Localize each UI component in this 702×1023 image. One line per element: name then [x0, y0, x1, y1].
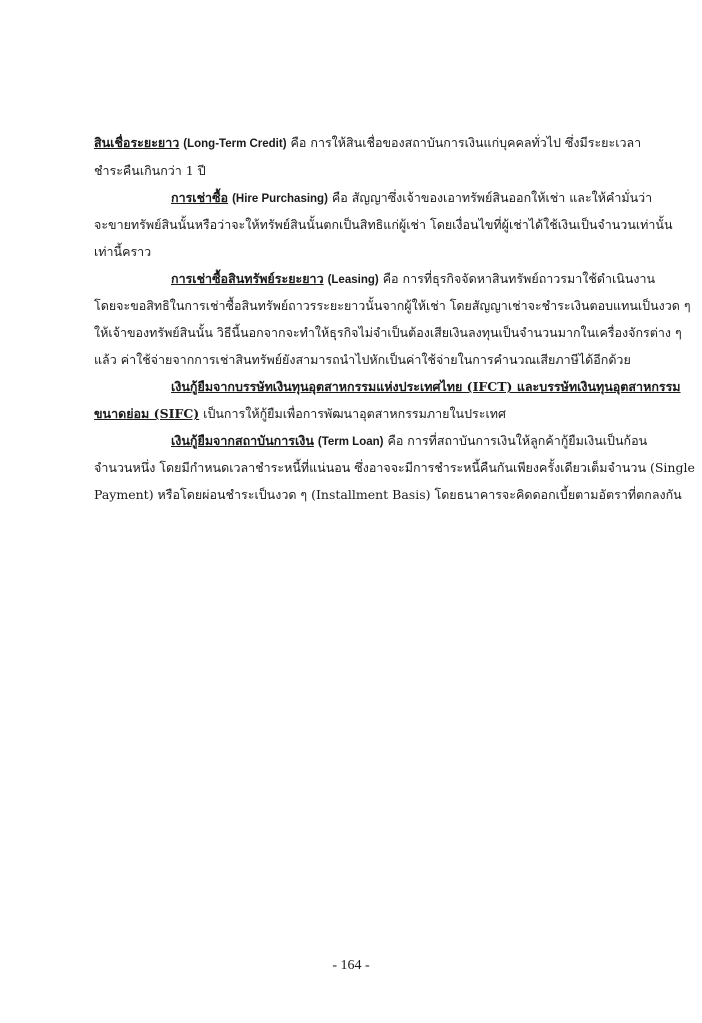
definition-text: คือ การให้สินเชื่อของสถาบันการเงินแก่บุคคลทั่วไป ซึ่งมีระยะเวลา — [290, 135, 642, 150]
paragraph-long-term-credit-line-1 — [94, 134, 642, 153]
paragraph-long-term-credit-line-2: ชำระคืนเกินกว่า 1 ปี — [94, 163, 206, 178]
definition-text: คือ การที่สถาบันการเงินให้ลูกค้ากู้ยืมเงินเป็นก้อน — [387, 433, 648, 448]
term-hire-purchasing: การเช่าซื้อ — [171, 190, 229, 205]
term-english-term-loan: (Term Loan) — [317, 436, 384, 448]
definition-text: คือ การที่ธุรกิจจัดหาสินทรัพย์ถาวรมาใช้ดำเนินงาน — [382, 271, 656, 286]
paragraph-hire-purchasing-line-2: จะขายทรัพย์สินนั้นหรือว่าจะให้ทรัพย์สินนั้นตกเป็นสิทธิแก่ผู้เช่า โดยเงื่อนไขที่ผู้เช่าได้ใช้เงินเป็นจำนวนเท่านั้น — [94, 217, 673, 232]
definition-text: เป็นการให้กู้ยืมเพื่อการพัฒนาอุตสาหกรรมภายในประเทศ — [203, 406, 506, 421]
term-ifct: เงินกู้ยืมจากบรรษัทเงินทุนอุตสาหกรรมแห่งประเทศไทย (IFCT) และบรรษัทเงินทุนอุตสาหกรรม — [171, 379, 681, 394]
term-sifc: ขนาดย่อม (SIFC) — [94, 406, 200, 421]
paragraph-ifct-line-1 — [171, 378, 681, 396]
term-leasing: การเช่าซื้อสินทรัพย์ระยะยาว — [171, 271, 324, 286]
paragraph-hire-purchasing-line-1 — [171, 189, 653, 208]
term-english-hire-purchasing: (Hire Purchasing) — [232, 193, 328, 205]
term-english-long-term-credit: (Long-Term Credit) — [183, 138, 287, 150]
paragraph-leasing-line-1 — [171, 270, 656, 289]
term-long-term-credit: สินเชื่อระยะยาว — [94, 135, 180, 150]
term-english-leasing: (Leasing) — [327, 274, 379, 286]
paragraph-leasing-line-3: ให้เจ้าของทรัพย์สินนั้น วิธีนี้นอกจากจะทำให้ธุรกิจไม่จำเป็นต้องเสียเงินลงทุนเป็นจำนวนมากในเครื่องจักรต่าง ๆ — [94, 325, 682, 340]
paragraph-leasing-line-2: โดยจะขอสิทธิในการเช่าซื้อสินทรัพย์ถาวรระยะยาวนั้นจากผู้ให้เช่า โดยสัญญาเช่าจะชำระเงินตอบแทนเป็นงวด ๆ — [94, 298, 691, 313]
page-number: - 164 - — [332, 958, 370, 973]
paragraph-leasing-line-4: แล้ว ค่าใช้จ่ายจากการเช่าสินทรัพย์ยังสามารถนำไปหักเป็นค่าใช้จ่ายในการคำนวณเสียภาษีได้อีกด้วย — [94, 352, 631, 367]
paragraph-term-loan-line-2: จำนวนหนึ่ง โดยมีกำหนดเวลาชำระหนี้ที่แน่นอน ซึ่งอาจจะมีการชำระหนี้คืนกันเพียงครั้งเดียวเต็มจำนวน (Single — [94, 460, 695, 475]
paragraph-hire-purchasing-line-3: เท่านี้คราว — [94, 244, 152, 259]
term-term-loan: เงินกู้ยืมจากสถาบันการเงิน — [171, 433, 314, 448]
paragraph-term-loan-line-1 — [171, 432, 648, 451]
paragraph-ifct-line-2 — [94, 405, 624, 423]
paragraph-term-loan-line-3: Payment) หรือโดยผ่อนชำระเป็นงวด ๆ (Installment Basis) โดยธนาคารจะคิดดอกเบี้ยตามอัตราที่ตกลงกัน — [94, 487, 682, 502]
definition-text: คือ สัญญาซึ่งเจ้าของเอาทรัพย์สินออกให้เช่า และให้คำมั่นว่า — [331, 190, 653, 205]
